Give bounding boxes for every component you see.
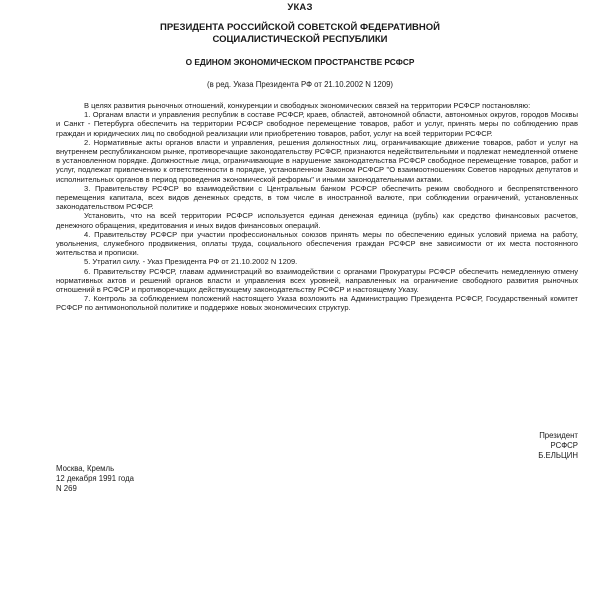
place: Москва, Кремль (56, 464, 115, 473)
paragraph-4: 4. Правительству РСФСР при участии профессиональных союзов принять меры по обеспечению единых условий приема на работу, увольнения, служебного продвижения, оплаты труда, социального обеспечения граждан РСФСР вне зависимости от их места постоянного жительства и прописки. (56, 229, 578, 258)
issuer-title-line-1: ПРЕЗИДЕНТА РОССИЙСКОЙ СОВЕТСКОЙ ФЕДЕРАТИВНОЙ (160, 22, 440, 33)
signature-name: Б.ЕЛЬЦИН (538, 450, 578, 460)
document-subject: О ЕДИНОМ ЭКОНОМИЧЕСКОМ ПРОСТРАНСТВЕ РСФСР (185, 57, 415, 67)
place-date-block (56, 464, 134, 493)
signature-state: РСФСР (550, 440, 578, 450)
document-number: N 269 (56, 483, 77, 493)
edition-note: (в ред. Указа Президента РФ от 21.10.2002 N 1209) (206, 80, 394, 89)
issuer-title (0, 22, 600, 45)
paragraph-2: 2. Нормативные акты органов власти и управления, решения должностных лиц, ограничивающие движение товаров, работ и услуг на внутреннем республиканском рынке, противоречащие законодательству РСФСР, признаются недействительными и подлежат немедленной отмене в установленном порядке. Должностные лица, ограничивающие в нарушение законодательства РСФСР свободное перемещение товаров, работ и услуг, подлежат привлечению к ответственности в порядке, установленном Законом РСФСР "О взаимоотношениях Советов народных депутатов и исполнительных органов в период проведения экономической реформы" и иными законодательными актами. (56, 137, 578, 184)
paragraph-1: 1. Органам власти и управления республик в составе РСФСР, краев, областей, автономной области, автономных округов, городов Москвы и Санкт - Петербурга обеспечить на территории РСФСР свободное перемещение товаров, работ и услуг, принять меры по соблюдению прав граждан и юридических лиц по свободной реализации или приобретению товаров, работ, услуг на всей территории РСФСР. (56, 110, 578, 138)
signature-block (460, 431, 578, 460)
document-type-heading: УКАЗ (287, 2, 313, 13)
paragraph-3-currency: Установить, что на всей территории РСФСР используется единая денежная единица (рубль) как средство финансовых расчетов, денежного обращения, кредитования и иных видов финансовых операций. (56, 211, 578, 230)
paragraph-5: 5. Утратил силу. - Указ Президента РФ от 21.10.2002 N 1209. (84, 257, 298, 267)
paragraph-3: 3. Правительству РСФСР во взаимодействии с Центральным банком РСФСР обеспечить режим свободного и беспрепятственного перемещения капитала, всех видов денежных средств, в том числе в иностранной валюте, при соблюдении ограничений, установленных законодательством РСФСР. (56, 183, 578, 212)
date: 12 декабря 1991 года (56, 473, 134, 483)
paragraph-6: 6. Правительству РСФСР, главам администраций во взаимодействии с органами Прокуратуры РСФСР обеспечить немедленную отмену нормативных актов и решений органов власти и управления всех уровней, направленных на ограничение свободного развития рыночных отношений в РСФСР и противоречащих действующему законодательству РСФСР и настоящему Указу. (56, 266, 578, 295)
document-body (56, 101, 578, 313)
signature-title: Президент (539, 431, 578, 440)
paragraph-7: 7. Контроль за соблюдением положений настоящего Указа возложить на Администрацию Президента РСФСР, Государственный комитет РСФСР по антимонопольной политике и поддержке новых экономических структур. (56, 294, 578, 313)
paragraph-preamble: В целях развития рыночных отношений, конкуренции и свободных экономических связей на территории РСФСР постановляю: (84, 101, 531, 110)
issuer-title-line-2: СОЦИАЛИСТИЧЕСКОЙ РЕСПУБЛИКИ (212, 33, 388, 45)
